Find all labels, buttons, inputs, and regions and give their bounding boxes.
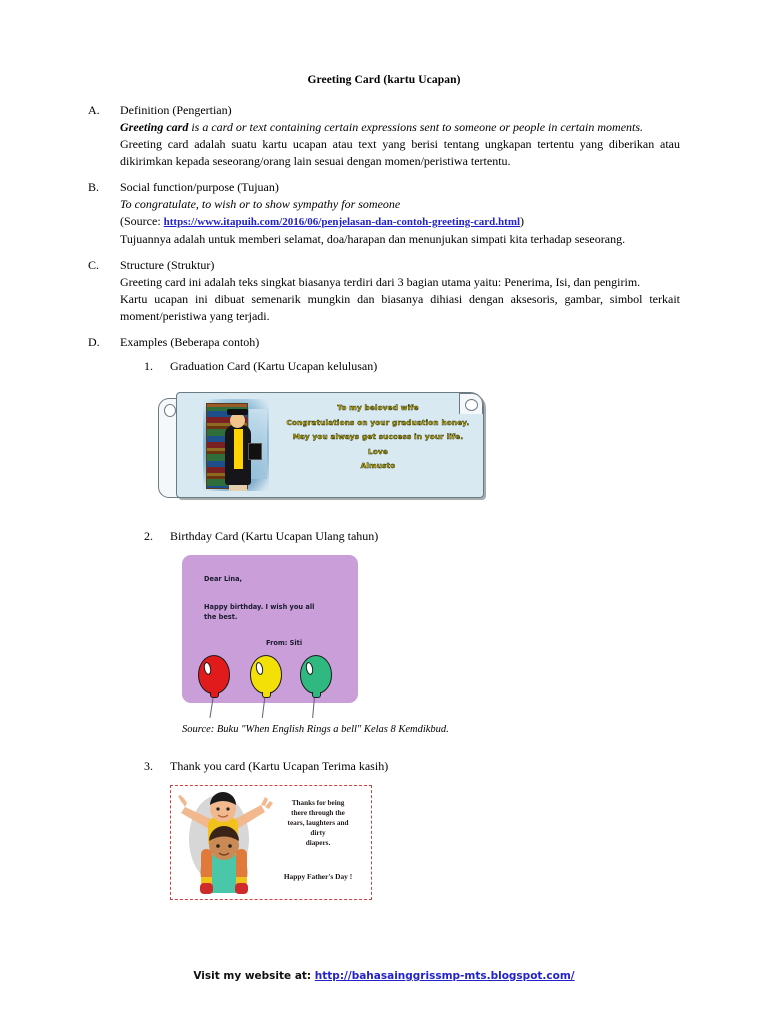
section-b-source-suffix: ) — [520, 214, 525, 228]
example-1-label: Graduation Card (Kartu Ucapan kelulusan) — [170, 359, 378, 373]
graduation-line-3: May you always get success in your life. — [292, 432, 464, 441]
thankyou-card — [170, 785, 372, 900]
thankyou-card-figure — [170, 785, 680, 900]
graduation-line-5: Almusto — [360, 461, 396, 470]
thankyou-message — [275, 798, 361, 848]
graduation-cap-icon — [227, 409, 248, 415]
section-c-paragraph-1: Greeting card ini adalah teks singkat biasanya terdiri dari 3 bagian utama yaitu: Penerima, Isi, dan pengirim. — [120, 275, 641, 289]
website-link[interactable]: http://bahasainggrissmp-mts.blogspot.com/ — [314, 970, 575, 982]
example-2-number: 2. — [144, 529, 153, 543]
thankyou-line-5: diapers. — [305, 839, 331, 847]
section-letter-d: D. — [88, 335, 100, 349]
examples-list — [120, 358, 680, 900]
balloon-highlight — [255, 661, 265, 675]
thankyou-line-1: Thanks for being — [291, 799, 345, 807]
document-content — [88, 102, 680, 909]
section-definition — [88, 102, 680, 170]
balloon-string-2 — [262, 698, 266, 718]
father-and-child-art — [175, 789, 275, 896]
footer — [0, 970, 768, 982]
source-link[interactable]: https://www.itapuih.com/2016/06/penjelasan-dan-contoh-greeting-card.html — [163, 216, 521, 228]
graduate-scarf-art — [234, 429, 243, 469]
section-letter-c: C. — [88, 258, 100, 272]
section-b-source-prefix: (Source: — [120, 214, 164, 228]
example-item-thankyou — [144, 758, 680, 775]
section-letter-b: B. — [88, 180, 100, 194]
birthday-card-figure — [182, 555, 680, 703]
graduate-photo — [203, 399, 269, 491]
graduation-card — [176, 392, 484, 498]
section-c-heading: Structure (Struktur) — [120, 258, 215, 272]
section-a-english: is a card or text containing certain expressions sent to someone or people in certain moments. — [188, 120, 644, 134]
example-3-number: 3. — [144, 759, 153, 773]
graduation-card-figure — [158, 384, 488, 504]
graduate-head-art — [230, 413, 245, 428]
graduation-line-2: Congratulations on your graduation honey. — [286, 417, 470, 427]
birthday-card-source: Source: Buku "When English Rings a bell" Kelas 8 Kemdikbud. — [182, 724, 449, 735]
balloon-green-icon — [300, 655, 332, 694]
example-2-label: Birthday Card (Kartu Ucapan Ulang tahun) — [170, 529, 379, 543]
balloon-string-1 — [209, 698, 214, 718]
section-letter-a: A. — [88, 103, 100, 117]
graduation-line-4: Love — [368, 446, 388, 456]
graduate-book-art — [248, 443, 262, 460]
birthday-card — [182, 555, 358, 703]
thankyou-line-4: dirty — [310, 829, 326, 837]
graduation-card-message — [277, 401, 479, 474]
balloon-red-icon — [198, 655, 230, 694]
section-a-indonesian: Greeting card adalah suatu kartu ucapan atau text yang berisi tentang ungkapan tertentu yang diberikan atau dikirimkan kepada seseorang/orang lain sesuai dengan momen/peristiwa tertentu. — [120, 137, 680, 168]
section-c-paragraph-2: Kartu ucapan ini dibuat semenarik mungkin dan biasanya dihiasi dengan aksesoris, gambar, simbol terkait moment/peristiwa yang terjadi. — [120, 292, 680, 323]
section-a-term: Greeting card — [120, 120, 189, 134]
example-item-birthday — [144, 528, 680, 545]
section-b-heading: Social function/purpose (Tujuan) — [120, 180, 279, 194]
balloon-highlight — [305, 661, 315, 675]
thankyou-line-3: tears, laughters and — [287, 819, 349, 827]
thankyou-closing: Happy Father's Day ! — [283, 872, 353, 881]
example-item-graduation — [144, 358, 680, 375]
section-d-heading: Examples (Beberapa contoh) — [120, 335, 260, 349]
section-b-indonesian: Tujuannya adalah untuk memberi selamat, doa/harapan dan menunjukan simpati kita terhadap seseorang. — [120, 232, 626, 246]
page-title: Greeting Card (kartu Ucapan) — [307, 74, 461, 86]
section-b-english: To congratulate, to wish or to show sympathy for someone — [120, 197, 401, 211]
balloon-highlight — [203, 661, 213, 675]
section-examples — [88, 334, 680, 900]
graduation-line-1: To my beloved wife — [337, 403, 419, 412]
balloon-yellow-icon — [250, 655, 282, 694]
section-a-heading: Definition (Pengertian) — [120, 103, 232, 117]
example-3-label: Thank you card (Kartu Ucapan Terima kasih) — [170, 759, 389, 773]
birthday-message: Happy birthday. I wish you all the best. — [204, 603, 315, 621]
balloon-string-3 — [312, 698, 315, 718]
section-structure — [88, 257, 680, 325]
footer-prefix: Visit my website at: — [193, 970, 315, 982]
birthday-greeting: Dear Lina, — [204, 575, 243, 583]
thankyou-line-2: there through the — [291, 809, 345, 817]
birthday-sender: From: Siti — [266, 639, 303, 647]
example-1-number: 1. — [144, 359, 153, 373]
section-social-function — [88, 179, 680, 248]
